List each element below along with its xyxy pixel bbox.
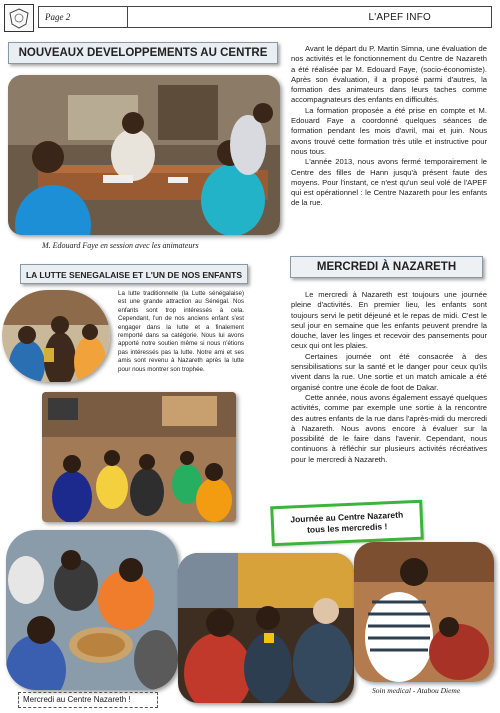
section3-text [291, 290, 487, 465]
photo-trophy [2, 290, 110, 382]
section2-text: La lutte traditionnelle (la Lutte sénégalaise) est une grande attraction au Sénégal. Nos enfants sont trop intéressés à cela. Cependant, l'un de nos anciens enfant s'est engager dans la lutte et a finalement remporté dans sa catégorie. Nous lui avons apporté notre soutien même si nous n'étions pas intéressés pas la lutte. Notre ami et ses amis sont revenu à Nazareth après la lutte pour nous montrer son trophée. [118, 290, 244, 373]
crest-icon [7, 7, 31, 29]
section-heading-mercredi: MERCREDI À NAZARETH [290, 256, 483, 278]
paragraph: La formation proposée a été prise en compte et M. Edouard Faye a coordonné quelques séances de formation pendant les mois d'avril, mai et juin. Nous avons trouvé cette formation très utile et instructive pour nous tous. [291, 105, 487, 156]
newsletter-title: L'APEF INFO [128, 6, 492, 28]
paragraph: Certaines journée ont été consacrée à des sensibilisations sur la santé et le danger pour ceux qu'ils vivent dans la rue. Une sortie et un match amicale a été organisé contre une école de foot de Dakar. [291, 351, 487, 392]
paragraph: Avant le départ du P. Martin Simna, une évaluation de nos activités et le fonctionnement du Centre de Nazareth a été réalisée par M. Edouard Faye, (socio-économiste). Après son évaluation, il a proposé parmi d'autres, la formation des animateurs dans leurs taches comme accompagnateurs des enfants en difficultés. [291, 44, 487, 105]
section-heading-lutte: LA LUTTE SENEGALAISE ET L'UN DE NOS ENFANTS [20, 264, 248, 284]
callout-line-2: tous les mercredis ! [306, 521, 388, 535]
logo [4, 4, 34, 32]
photo-group-cups [178, 553, 354, 703]
callout-journee [270, 500, 424, 547]
photo-training-session [8, 75, 280, 235]
section1-text [291, 44, 487, 209]
photo-children-room [42, 392, 236, 522]
page-number: Page 2 [38, 6, 128, 28]
photo-medical-care [354, 542, 494, 682]
caption-soin-medical: Soin medical - Atabou Dieme [372, 686, 461, 695]
callout-line-1: Journée au Centre Nazareth [290, 509, 404, 525]
paragraph: L'année 2013, nous avons fermé temporairement le Centre des filles de Hann jusqu'à présent faute des moyens. Pour l'instant, ce n'est qu'un seul volé de l'APEF qui est opérationnel : le Centre Nazareth pour les enfants de la rue. [291, 157, 487, 208]
paragraph: Cette année, nous avons également essayé quelques activités, comme par exemple une sortie à la rencontre des autres enfants de la rue dans l'après-midi du mercredi à Nazareth. Nous avons encore à évaluer sur la possibilité de le faire dans l'avenir. Cependant, nous continuons à réfléchir sur plusieurs activités récréatives pour le mercredi à Nazareth. [291, 392, 487, 464]
section-heading-developpements: NOUVEAUX DEVELOPPEMENTS AU CENTRE [8, 42, 278, 64]
caption-mercredi: Mercredi au Centre Nazareth ! [18, 692, 158, 708]
paragraph: Le mercredi à Nazareth est toujours une journée pleine d'activités. En premier lieu, les enfants sont toujours servi le petit déjeuné et le repas de midi. C'est le seul jour en semaine que les enfants peuvent prendre la douche, laver les linges et recevoir des pansements pour ceux qui ont les plaies. [291, 290, 487, 351]
photo-caption-training: M. Edouard Faye en session avec les animateurs [42, 241, 199, 250]
photo-meal [6, 530, 178, 690]
